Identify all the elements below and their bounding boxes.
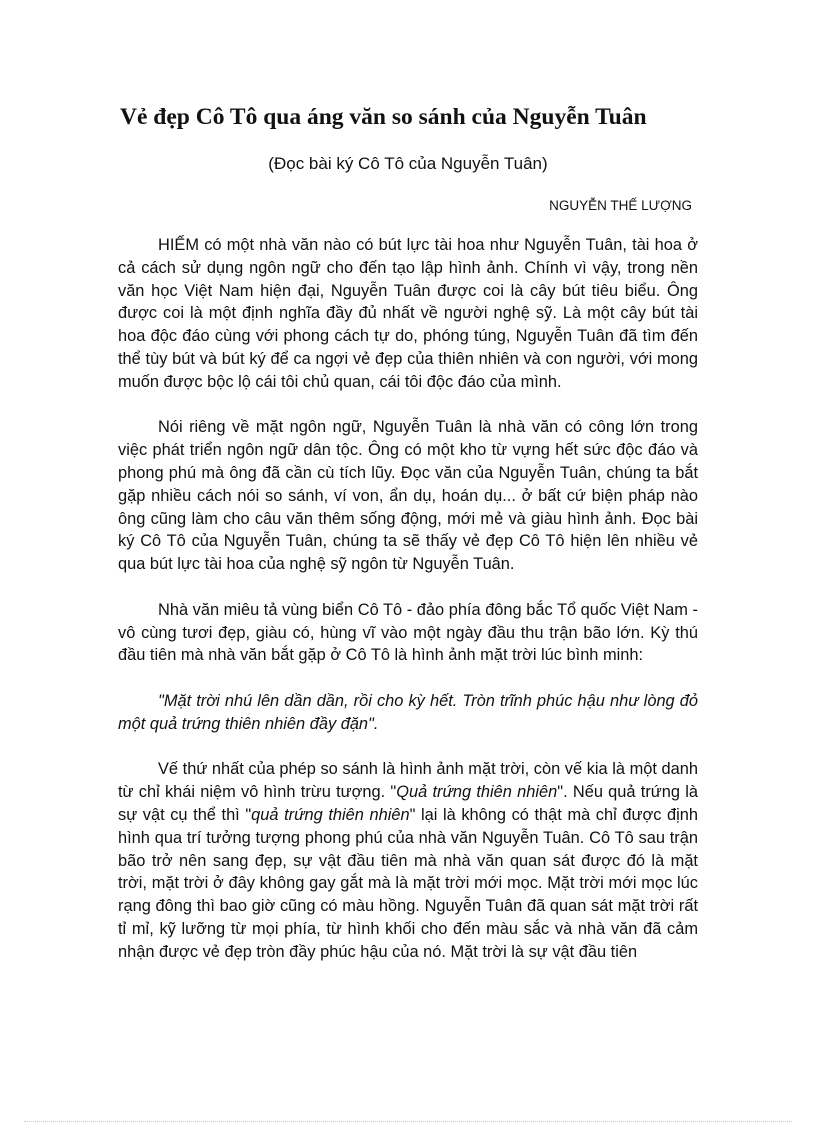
author-name: NGUYỄN THẾ LƯỢNG xyxy=(549,198,692,213)
paragraph-4-emphasis-1: Quả trứng thiên nhiên xyxy=(396,783,558,802)
page-bottom-divider xyxy=(24,1121,792,1122)
paragraph-1: HIẾM có một nhà văn nào có bút lực tài hoa như Nguyễn Tuân, tài hoa ở cả cách sử dụng ngôn ngữ cho đến tạo lập hình ảnh. Chính vì vậy, trong nền văn học Việt Nam hiện đại, Nguyễn Tuân được coi là cây bút tiêu biểu. Ông được coi là một định nghĩa đầy đủ nhất về người nghệ sỹ. Là một cây bút tài hoa độc đáo cùng với phong cách tự do, phóng túng, Nguyễn Tuân đã tìm đến thể tùy bút và bút ký để ca ngợi vẻ đẹp của thiên nhiên và con người, với mong muốn được bộc lộ cái tôi chủ quan, cái tôi độc đáo của mình. xyxy=(118,236,698,391)
paragraph-4-emphasis-2: quả trứng thiên nhiên xyxy=(251,805,410,824)
paragraph-4-text-1: Vế thứ nhất của phép so sánh là hình ảnh mặt trời, còn vế kia là một danh từ chỉ khái niệm vô hình trừu tượng. " xyxy=(118,760,698,802)
paragraph-4 xyxy=(118,758,698,963)
paragraph-4-text-2: ". Nếu quả trứng là sự vật cụ thể thì " xyxy=(118,783,698,824)
document-subtitle: (Đọc bài ký Cô Tô của Nguyễn Tuân) xyxy=(268,154,548,173)
paragraph-2: Nói riêng về mặt ngôn ngữ, Nguyễn Tuân là nhà văn có công lớn trong việc phát triển ngôn ngữ dân tộc. Ông có một kho từ vựng hết sức độc đáo và phong phú mà ông đã cần cù tích lũy. Đọc văn của Nguyễn Tuân, chúng ta bắt gặp nhiều cách nói so sánh, ví von, ẩn dụ, hoán dụ... ở bất cứ biện pháp nào ông cũng làm cho câu văn thêm sống động, mới mẻ và giàu hình ảnh. Đọc bài ký Cô Tô của Nguyễn Tuân, chúng ta sẽ thấy vẻ đẹp Cô Tô hiện lên nhiều vẻ qua bút lực tài hoa của nghệ sỹ ngôn từ Nguyễn Tuân. xyxy=(118,418,698,574)
paragraph-4-text-3: " lại là không có thật mà chỉ được định hình qua trí tưởng tượng phong phú của nhà văn Nguyễn Tuân. Cô Tô sau trận bão trở nên sang đẹp, sự vật đầu tiên mà nhà văn quan sát được đó là mặt trời, mặt trời ở đây không gay gắt mà là mặt trời mới mọc. Mặt trời mới mọc lúc rạng đông thì bao giờ cũng có màu hồng. Nguyễn Tuân đã quan sát mặt trời rất tỉ mỉ, kỹ lưỡng từ mọi phía, từ hình khối cho đến màu sắc và nhà văn đã cảm nhận được vẻ đẹp tròn đầy phúc hậu của nó. Mặt trời là sự vật đầu tiên xyxy=(118,805,698,961)
paragraph-3: Nhà văn miêu tả vùng biển Cô Tô - đảo phía đông bắc Tổ quốc Việt Nam - vô cùng tươi đẹp, giàu có, hùng vĩ vào một ngày đầu thu trận bão lớn. Kỳ thú đầu tiên mà nhà văn bắt gặp ở Cô Tô là hình ảnh mặt trời lúc bình minh: xyxy=(118,600,698,665)
document-title: Vẻ đẹp Cô Tô qua áng văn so sánh của Nguyễn Tuân xyxy=(120,104,647,130)
quote-paragraph: "Mặt trời nhú lên dần dần, rồi cho kỳ hết. Tròn trĩnh phúc hậu như lòng đỏ một quả trứng thiên nhiên đầy đặn". xyxy=(118,691,698,733)
article-body xyxy=(118,234,698,986)
